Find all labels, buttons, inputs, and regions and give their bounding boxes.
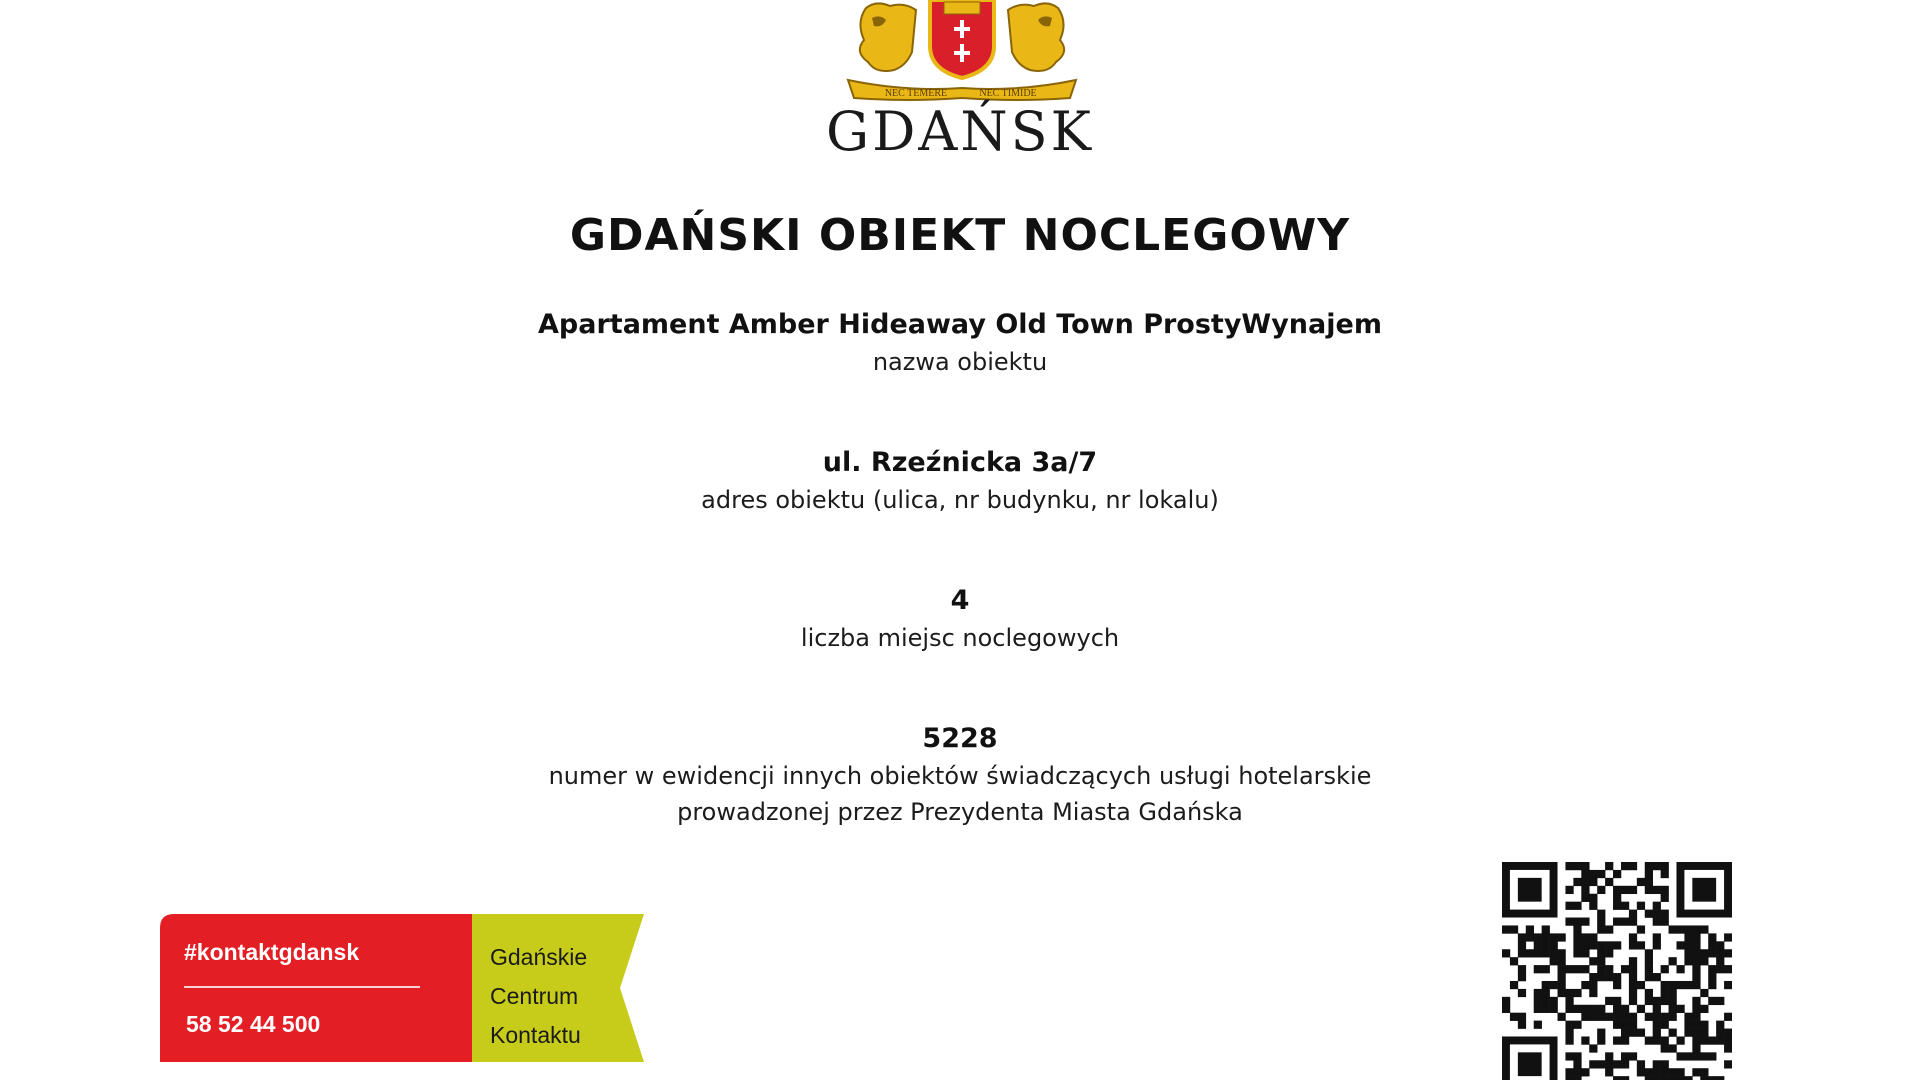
contact-center-banner xyxy=(160,914,644,1062)
crest-motto-right: NEC TIMIDE xyxy=(979,88,1037,99)
beds-count-label: liczba miejsc noclegowych xyxy=(800,624,1120,652)
city-logo-wordmark: GDAŃSK xyxy=(825,100,1094,163)
property-address-value: ul. Rzeźnicka 3a/7 xyxy=(822,447,1098,478)
property-address-label: adres obiektu (ulica, nr budynku, nr lokalu) xyxy=(701,486,1219,514)
banner-divider xyxy=(184,986,420,988)
contact-center-line1: Gdańskie xyxy=(490,944,588,970)
qr-code-icon xyxy=(1502,862,1732,1080)
property-address-field xyxy=(0,444,1920,518)
gdansk-coat-of-arms-icon xyxy=(846,0,1078,102)
beds-count-field xyxy=(0,582,1920,656)
registry-number-field xyxy=(0,720,1920,830)
contact-center-line2: Centrum xyxy=(490,983,579,1009)
property-name-label: nazwa obiektu xyxy=(872,348,1048,376)
contact-center-name xyxy=(490,938,587,1055)
crest-motto-left: NEC TEMERE xyxy=(884,88,948,99)
page-title: GDAŃSKI OBIEKT NOCLEGOWY xyxy=(569,210,1351,261)
registry-number-label-line1: numer w ewidencji innych obiektów świadczących usługi hotelarskie xyxy=(548,762,1372,790)
beds-count-value: 4 xyxy=(950,585,970,616)
registry-number-label-line2: prowadzonej przez Prezydenta Miasta Gdańska xyxy=(677,798,1243,826)
property-name-field xyxy=(0,306,1920,380)
contact-center-line3: Kontaktu xyxy=(490,1022,581,1048)
property-name-value: Apartament Amber Hideaway Old Town ProstyWynajem xyxy=(538,309,1382,340)
registry-number-value: 5228 xyxy=(922,723,998,754)
contact-hashtag: #kontaktgdansk xyxy=(184,939,360,965)
contact-phone: 58 52 44 500 xyxy=(186,1011,321,1037)
